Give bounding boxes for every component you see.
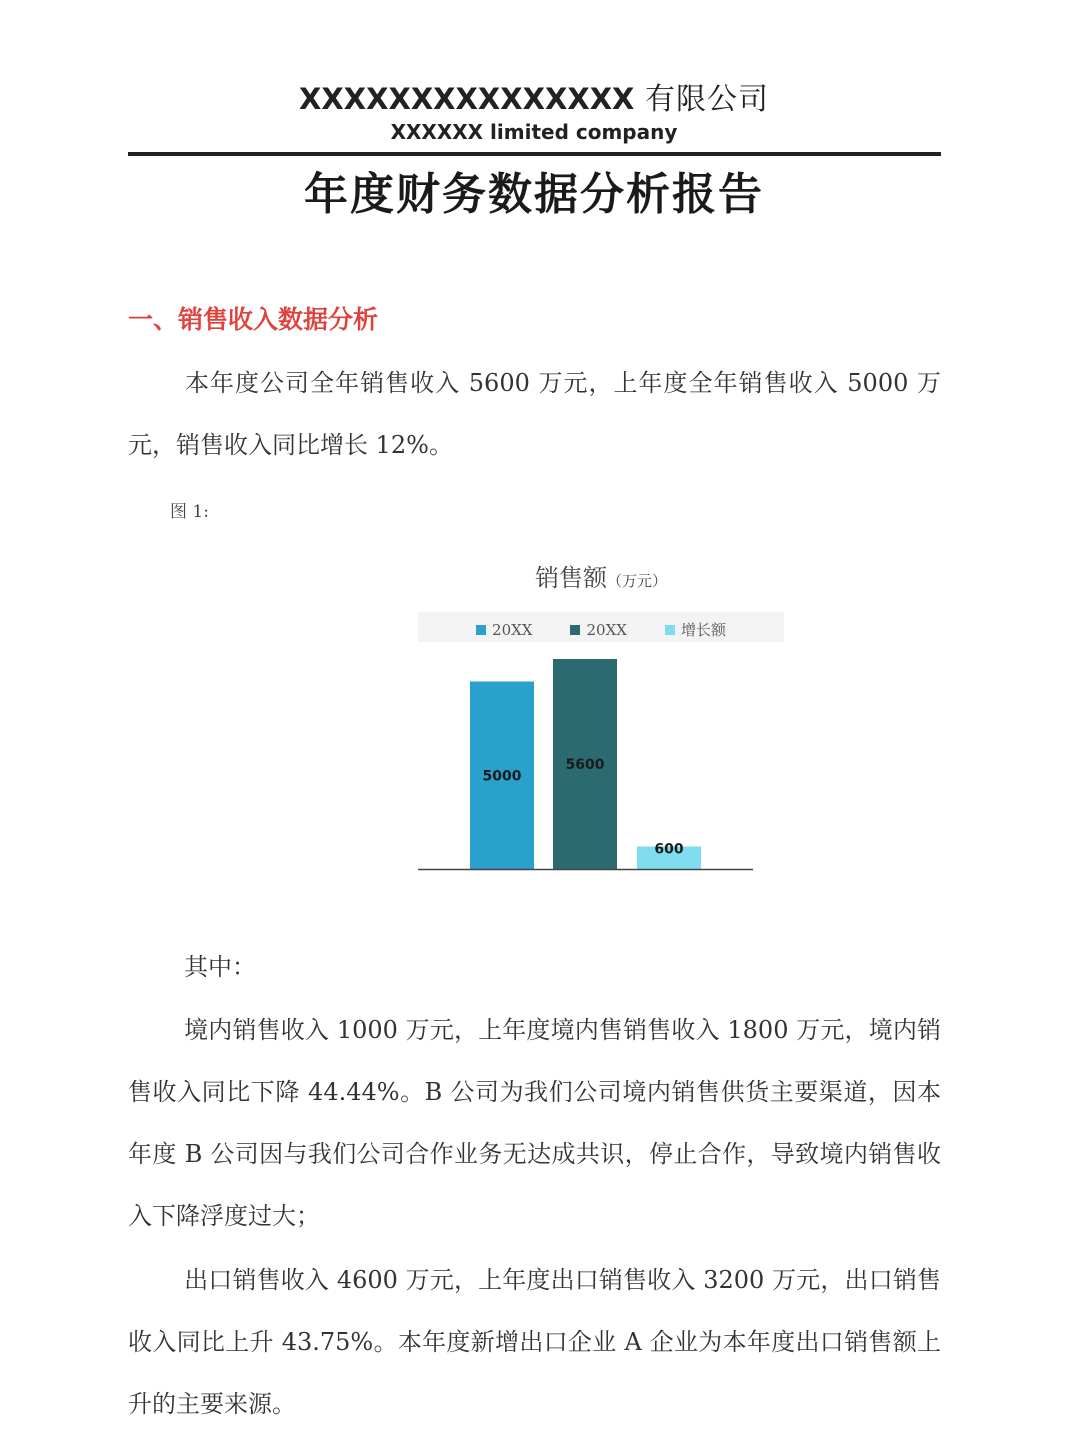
report-title: 年度财务数据分析报告 (304, 169, 764, 220)
header-divider (128, 152, 941, 156)
legend-item-prev-year (476, 619, 532, 640)
company-name-suffix: 有限公司 (644, 82, 769, 117)
company-name-placeholder: XXXXXXXXXXXXXXX (299, 82, 635, 116)
export-sales-text: 出口销售收入 4600 万元，上年度出口销售收入 3200 万元，出口销售收入同比上升 43.75%。本年度新增出口企业 A 企业为本年度出口销售额上升的主要来源。 (128, 1266, 941, 1418)
data-label-this-year: 5600 (565, 757, 605, 773)
data-label-prev-year: 5000 (482, 768, 522, 785)
figure-label: 图 1: (170, 502, 209, 522)
sales-intro-paragraph (128, 352, 941, 476)
legend-swatch-growth (665, 625, 675, 635)
domestic-sales-text: 境内销售收入 1000 万元，上年度境内售销售收入 1800 万元，境内销售收入同比下降 44.44%。B 公司为我们公司境内销售供货主要渠道，因本年度 B 公司因与我们公司合作业务无达成共识，停止合作，导致境内销售收入下降浮度过大； (128, 1016, 941, 1230)
domestic-sales-paragraph (128, 999, 941, 1247)
section-heading-sales: 一、销售收入数据分析 (128, 305, 379, 334)
among-paragraph (128, 936, 941, 998)
sales-intro-text: 本年度公司全年销售收入 5600 万元，上年度全年销售收入 5000 万元，销售收入同比增长 12%。 (128, 369, 941, 459)
sales-bar-chart (418, 650, 758, 875)
chart-legend (418, 612, 784, 642)
legend-item-this-year (570, 619, 626, 640)
legend-item-growth (665, 619, 726, 640)
data-label-growth: 600 (654, 841, 684, 858)
chart-title-unit: （万元） (606, 572, 667, 590)
chart-title (418, 558, 784, 593)
company-name (0, 74, 1068, 118)
legend-label-this-year: 20XX (586, 620, 627, 639)
legend-swatch-prev-year (476, 625, 486, 635)
legend-swatch-this-year (570, 625, 580, 635)
chart-title-text: 销售额 (534, 564, 607, 592)
company-name-english: XXXXXX limited company (390, 120, 678, 144)
among-label: 其中： (184, 953, 256, 981)
legend-label-prev-year: 20XX (492, 620, 533, 639)
export-sales-paragraph (128, 1249, 941, 1435)
legend-label-growth: 增长额 (680, 621, 726, 639)
